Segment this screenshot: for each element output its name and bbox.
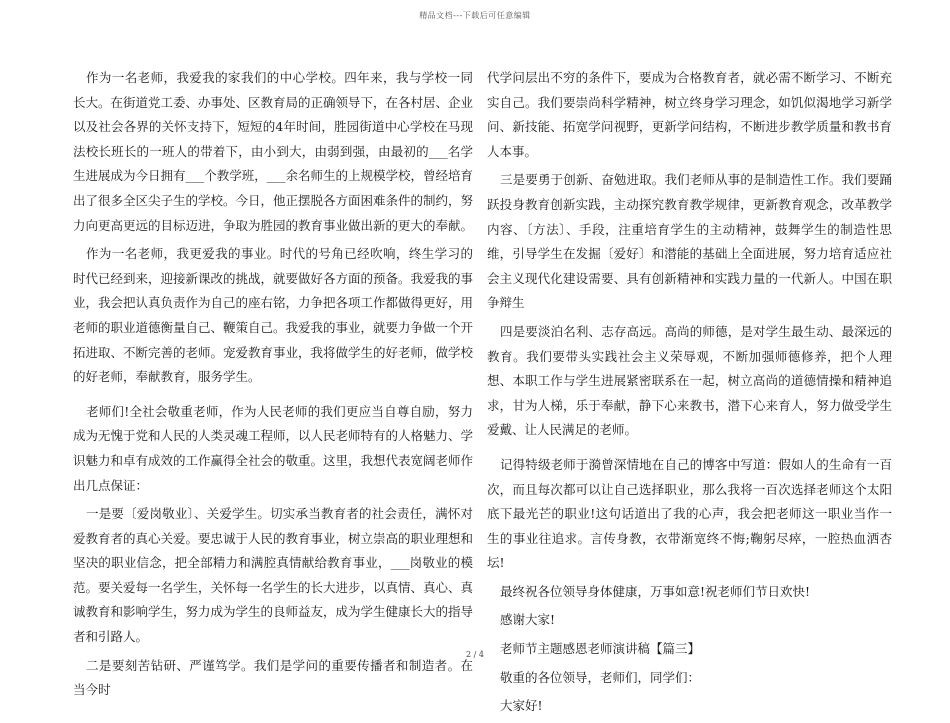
paragraph: 四是要淡泊名利、志存高远。高尚的师德，是对学生最生动、最深远的教育。我们要带头实践社会主义荣辱观，不断加强师德修养，把个人理想、本职工作与学生进展紧密联系在一起，树立高尚的道德情操和精神追求，甘为人梯，乐于奉献，静下心来教书，潜下心来育人，努力做受学生爱戴、让人民满足的老师。: [487, 323, 892, 438]
paragraph: 一是要〔爱岗敬业〕、关爱学生。切实承当教育者的社会责任，满怀对爱教育者的真心关爱。要忠诚于人民的教育事业，树立崇高的职业理想和坚决的职业信念，把全部精力和满腔真情献给教育事业，___岗敬业的模范。要关爱每一名学生，关怀每一名学生的长大进步，以真情、真心、真诚教育和影响学生，努力成为学生的良师益友，成为学生健康长大的指导者和引路人。: [73, 506, 474, 645]
left-column: [73, 66, 473, 707]
paragraph: 记得特级老师于漪曾深情地在自己的博客中写道：假如人的生命有一百次，而且每次都可以让自己选择职业，那么我将一百次选择老师这个太阳底下最光芒的职业!这句话道出了我的心声，我会把老师这一职业当作一生的事业往追求。言传身教，衣带渐宽终不悔;鞠躬尽瘁，一腔热血洒杏坛!: [487, 456, 892, 571]
paragraph: 老师们!全社会敬重老师，作为人民老师的我们更应当自尊自励，努力成为无愧于党和人民的人类灵魂工程师，以人民老师特有的人格魅力、学识魅力和卓有成效的工作赢得全社会的敬重。这里，我想代表宽阔老师作出几点保证：: [73, 403, 474, 493]
paragraph: 大家好!: [500, 698, 543, 714]
paragraph: 最终祝各位领导身体健康，万事如意!祝老师们节日欢快!: [500, 583, 811, 599]
section-title: 老师节主题感恩老师演讲稿【篇三】: [500, 641, 701, 657]
paragraph: 代学问层出不穷的条件下，要成为合格教育者，就必需不断学习、不断充实自己。我们要崇尚科学精神，树立终身学习理念，如饥似渴地学习新学问、新技能、拓宽学问视野，更新学问结构，不断进步教学质量和教书育人本事。: [487, 70, 892, 159]
paragraph: 作为一名老师，我爱我的家我们的中心学校。四年来，我与学校一同长大。在街道党工委、办事处、区教育局的正确领导下，在各村居、企业以及社会各界的关怀支持下，短短的4年时间，胜园街道中心学校在马现法校长班长的一班人的带着下，由小到大，由弱到强，由最初的___名学生进展成为今日拥有___个教学班，___余名师生的上规模学校，曾经培育出了很多全区尖子生的学校。今日，他正摆脱各方面困难条件的制约，努力向更高更远的目标迈进，争取为胜园的教育事业做出新的更大的奉献。: [73, 70, 474, 233]
paragraph: 敬重的各位领导，老师们，同学们：: [500, 669, 701, 685]
paragraph: 三是要勇于创新、奋勉进取。我们老师从事的是制造性工作。我们要踊跃投身教育创新实践，主动探究教育教学规律，更新教育观念，改革教学内容、〔方法〕、手段，注重培育学生的主动精神，鼓舞学生的制造性思维，引导学生在发掘〔爱好〕和潜能的基础上全面进展，努力培育适应社会主义现代化建设需要、具有创新精神和实践力量的一代新人。中国在职争辩生: [487, 172, 892, 311]
paragraph: 感谢大家!: [500, 612, 556, 628]
page-header: 精品文档---下载后可任意编辑: [419, 11, 531, 20]
paragraph: 二是要刻苦钻研、严谨笃学。我们是学问的重要传播者和制造者。在当今时: [73, 657, 473, 698]
page-number: 2 / 4: [466, 650, 484, 659]
right-column: [487, 66, 892, 723]
paragraph: 作为一名老师，我更爱我的事业。时代的号角已经吹响，终生学习的时代已经到来，迎接新课改的挑战，就要做好各方面的预备。我爱我的事业，我会把认真负责作为自己的座右铭，力争把各项工作都做得更好，用老师的职业道德衡量自己、鞭策自己。我爱我的事业，就要力争做一个开拓进取、不断完善的老师。宠爱教育事业，我将做学生的好老师，做学校的好老师，奉献教育，服务学生。: [73, 246, 474, 385]
